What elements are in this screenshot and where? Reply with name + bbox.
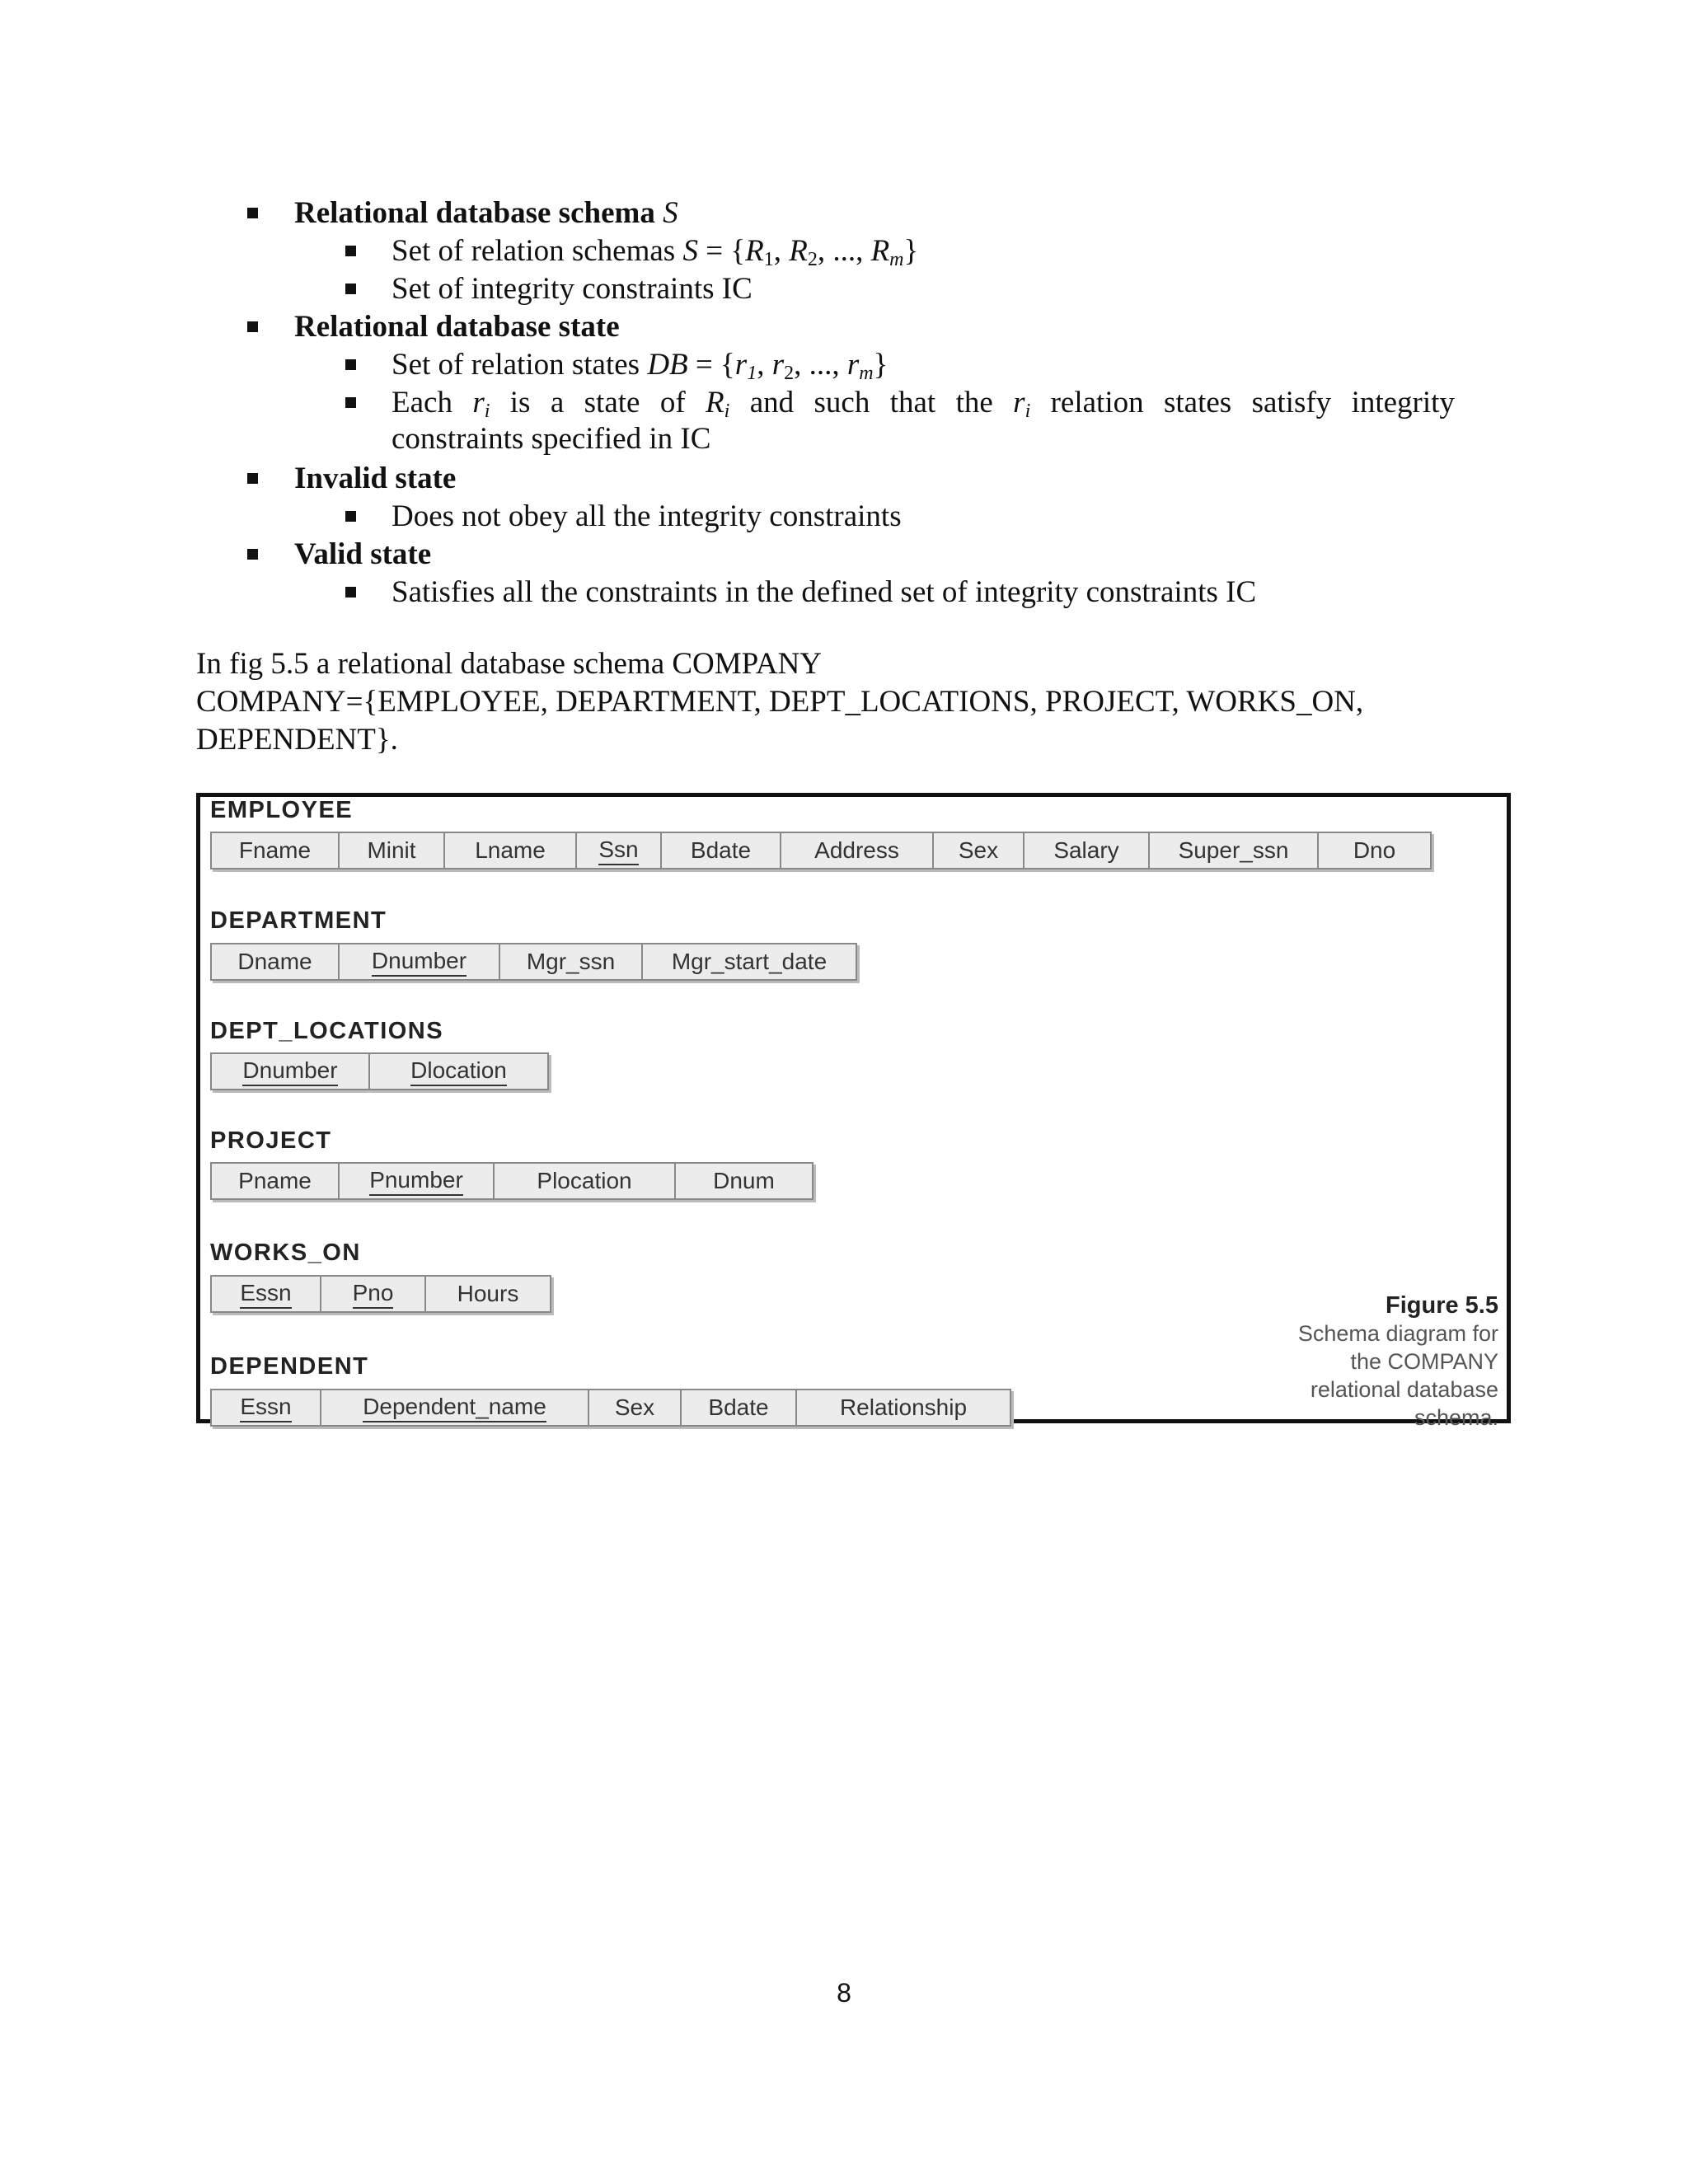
attribute-name: Essn (240, 1280, 291, 1309)
attribute-cell (500, 944, 643, 979)
bullet-each-ri: Each $r_i$ is a state of $R_i$ and such that the $r_i$ relation states satisfy integrity (392, 386, 1455, 422)
bullet-marker (345, 397, 356, 408)
attribute-name: Mgr_start_date (671, 948, 828, 974)
attribute-name: Lname (475, 837, 546, 863)
figure-caption-line: Schema diagram for (1297, 1321, 1498, 1346)
attribute-name: Ssn (598, 837, 638, 865)
bullet-marker (247, 321, 258, 332)
bullet-does-not-obey: Does not obey all the integrity constraints (392, 499, 902, 533)
attribute-name: Sex (958, 837, 999, 863)
attribute-name: Plocation (537, 1167, 632, 1193)
attribute-name: Relationship (839, 1394, 968, 1420)
attribute-name: Address (814, 837, 899, 863)
relation-attribute-row (210, 832, 1432, 869)
relation-attribute-row (210, 1052, 549, 1090)
attribute-cell (212, 1390, 321, 1425)
bullet-satisfies: Satisfies all the constraints in the defined set of integrity constraints IC (392, 575, 1257, 609)
attribute-cell (445, 833, 577, 868)
relation-name: WORKS_ON (210, 1240, 361, 1266)
attribute-cell (495, 1164, 676, 1198)
figure-caption-line: the COMPANY (1350, 1349, 1498, 1374)
attribute-name: Dnumber (242, 1057, 337, 1086)
attribute-cell (426, 1277, 550, 1311)
attribute-name: Bdate (708, 1394, 769, 1420)
bullet-db-state: Relational database state (294, 310, 620, 344)
attribute-name: Hours (457, 1280, 519, 1306)
paragraph-line-3: DEPENDENT}. (196, 723, 398, 757)
attribute-cell (321, 1390, 589, 1425)
relation-attribute-row (210, 1162, 814, 1200)
attribute-cell (1150, 833, 1319, 868)
attribute-name: Pname (238, 1167, 312, 1193)
attribute-name: Bdate (690, 837, 752, 863)
bullet-invalid-state: Invalid state (294, 462, 457, 495)
attribute-cell (340, 833, 445, 868)
page-number: 8 (837, 1978, 851, 2008)
attribute-cell (643, 944, 856, 979)
relation-name: EMPLOYEE (210, 797, 354, 823)
relation-attribute-row (210, 1275, 551, 1313)
attribute-name: Salary (1053, 837, 1119, 863)
attribute-name: Pnumber (369, 1167, 463, 1196)
attribute-name: Dnumber (372, 948, 467, 977)
relation-name: DEPENDENT (210, 1353, 369, 1380)
attribute-name: Fname (238, 837, 312, 863)
bullet-marker (345, 359, 356, 370)
bullet-marker (345, 511, 356, 522)
attribute-cell (212, 944, 340, 979)
attribute-cell (1319, 833, 1430, 868)
bullet-relation-schemas: Set of relation schemas $S = \{R_1$, $R_2$, ..., $R_m$} (392, 234, 919, 270)
relation-attribute-row (210, 1389, 1011, 1427)
figure-caption (1298, 1291, 1498, 1432)
attribute-cell (212, 833, 340, 868)
schema-figure (196, 793, 1511, 1430)
bullet-valid-state: Valid state (294, 537, 432, 571)
attribute-name: Mgr_ssn (526, 948, 616, 974)
attribute-cell (797, 1390, 1010, 1425)
bullet-marker (247, 549, 258, 560)
attribute-cell (212, 1164, 340, 1198)
bullet-marker (345, 587, 356, 598)
bullet-marker (247, 473, 258, 484)
attribute-name: Dno (1353, 837, 1396, 863)
attribute-cell (662, 833, 781, 868)
bullet-integrity-constraints: Set of integrity constraints IC (392, 272, 753, 306)
attribute-cell (577, 833, 662, 868)
attribute-cell (781, 833, 934, 868)
figure-caption-line: relational database (1310, 1377, 1498, 1402)
bullet-relation-states: Set of relation states DB = {$r_1$, $r_2$, ..., $r_m$} (392, 348, 889, 384)
attribute-cell (340, 1164, 495, 1198)
attribute-name: Pno (353, 1280, 394, 1309)
attribute-name: Dnum (713, 1167, 775, 1193)
attribute-cell (370, 1054, 547, 1089)
attribute-cell (212, 1054, 370, 1089)
attribute-cell (340, 944, 500, 979)
attribute-name: Dependent_name (363, 1394, 546, 1422)
relation-attribute-row (210, 943, 857, 981)
attribute-cell (321, 1277, 426, 1311)
attribute-cell (676, 1164, 812, 1198)
attribute-name: Dname (237, 948, 312, 974)
attribute-name: Super_ssn (1178, 837, 1289, 863)
bullet-marker (345, 284, 356, 294)
attribute-name: Sex (614, 1394, 655, 1420)
figure-caption-title: Figure 5.5 (1386, 1292, 1498, 1319)
attribute-cell (934, 833, 1025, 868)
attribute-cell (589, 1390, 682, 1425)
attribute-cell (212, 1277, 321, 1311)
attribute-cell (682, 1390, 797, 1425)
paragraph-line-1: In fig 5.5 a relational database schema COMPANY (196, 647, 823, 681)
relation-name: DEPARTMENT (210, 907, 387, 934)
figure-caption-line: schema. (1414, 1405, 1498, 1430)
attribute-name: Minit (367, 837, 416, 863)
bullet-schema: Relational database schema S (294, 196, 678, 230)
bullet-each-ri-cont: constraints specified in IC (392, 422, 711, 456)
relation-name: PROJECT (210, 1127, 332, 1154)
attribute-name: Essn (240, 1394, 291, 1422)
relation-name: DEPT_LOCATIONS (210, 1018, 444, 1044)
attribute-cell (1025, 833, 1150, 868)
bullet-marker (345, 246, 356, 256)
bullet-marker (247, 208, 258, 218)
attribute-name: Dlocation (410, 1057, 507, 1086)
paragraph-line-2: COMPANY={EMPLOYEE, DEPARTMENT, DEPT_LOCATIONS, PROJECT, WORKS_ON, (196, 685, 1364, 719)
